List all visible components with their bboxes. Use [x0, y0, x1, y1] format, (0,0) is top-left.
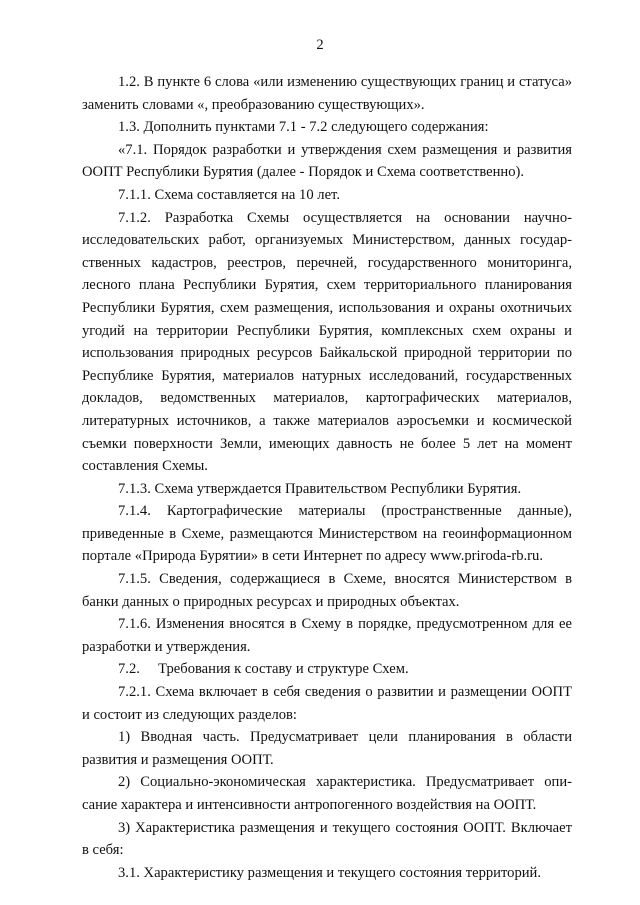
document-body — [82, 71, 572, 884]
list-item-3-1: 3.1. Характеристику размещения и текущего состояния территорий. — [118, 864, 542, 881]
paragraph-7-1: «7.1. Порядок разработки и утверждения схем размещения и развития ООПТ Республики Бурятия (далее - Порядок и Схема соответственно). — [82, 141, 572, 181]
paragraph-7-2-1: 7.2.1. Схема включает в себя сведения о развитии и размещении ООПТ и состоит из следующих разделов: — [82, 684, 572, 723]
paragraph-7-1-6: 7.1.6. Изменения вносятся в Схему в порядке, предусмотренном для ее разработки и утверждения. — [82, 616, 572, 655]
list-item-1: 1) Вводная часть. Предусматривает цели планирования в области развития и размещения ООПТ. — [82, 729, 572, 768]
paragraph-7-1-4: 7.1.4. Картографические материалы (пространственные данные), приведенные в Схеме, размещаются Министерством на геоинформационном портале «Природа Бурятии» в сети Интернет по адресу www.priroda-rb.ru. — [82, 503, 572, 565]
paragraph-1-3: 1.3. Дополнить пунктами 7.1 - 7.2 следующего содержания: — [118, 119, 489, 136]
paragraph-7-1-3: 7.1.3. Схема утверждается Правительством Республики Бурятия. — [118, 480, 522, 497]
paragraph-1-2: 1.2. В пункте 6 слова «или изменению существующих границ и статуса» заменить словами «, преобразованию существующих». — [82, 74, 572, 113]
paragraph-7-1-5: 7.1.5. Сведения, содержащиеся в Схеме, вносятся Министерством в банки данных о природных ресурсах и природных объектах. — [82, 571, 572, 610]
page-number: 2 — [316, 37, 324, 53]
paragraph-7-1-2: 7.1.2. Разработка Схемы осуществляется на основании научно-исследовательских работ, организуемых Министерством, данных государственных кадастров, реестров, перечней, государственного мониторинга, лесного плана Республики Бурятия, схем территориального планирования Республики Бурятия, схем размещения, использования и охраны охотничьих угодий на территории Республики Бурятия, комплексных схем охраны и использования природных ресурсов Байкальской природной территории по Республике Бурятия, материалов натурных исследований, государственных докладов, ведомственных материалов, картографических материалов, литературных источников, а также материалов аэросъемки и космической съемки поверхности Земли, имеющих давность не более 5 лет на момент составления Схемы. — [82, 209, 572, 475]
list-item-3: 3) Характеристика размещения и текущего состояния ООПТ. Включает в себя: — [82, 819, 572, 859]
paragraph-7-1-1: 7.1.1. Схема составляется на 10 лет. — [118, 186, 340, 203]
list-item-2: 2) Социально-экономическая характеристика. Предусматривает описание характера и интенсивности антропогенного воздействия на ООПТ. — [82, 774, 572, 813]
paragraph-7-2: 7.2. Требования к составу и структуре Схем. — [118, 661, 409, 678]
